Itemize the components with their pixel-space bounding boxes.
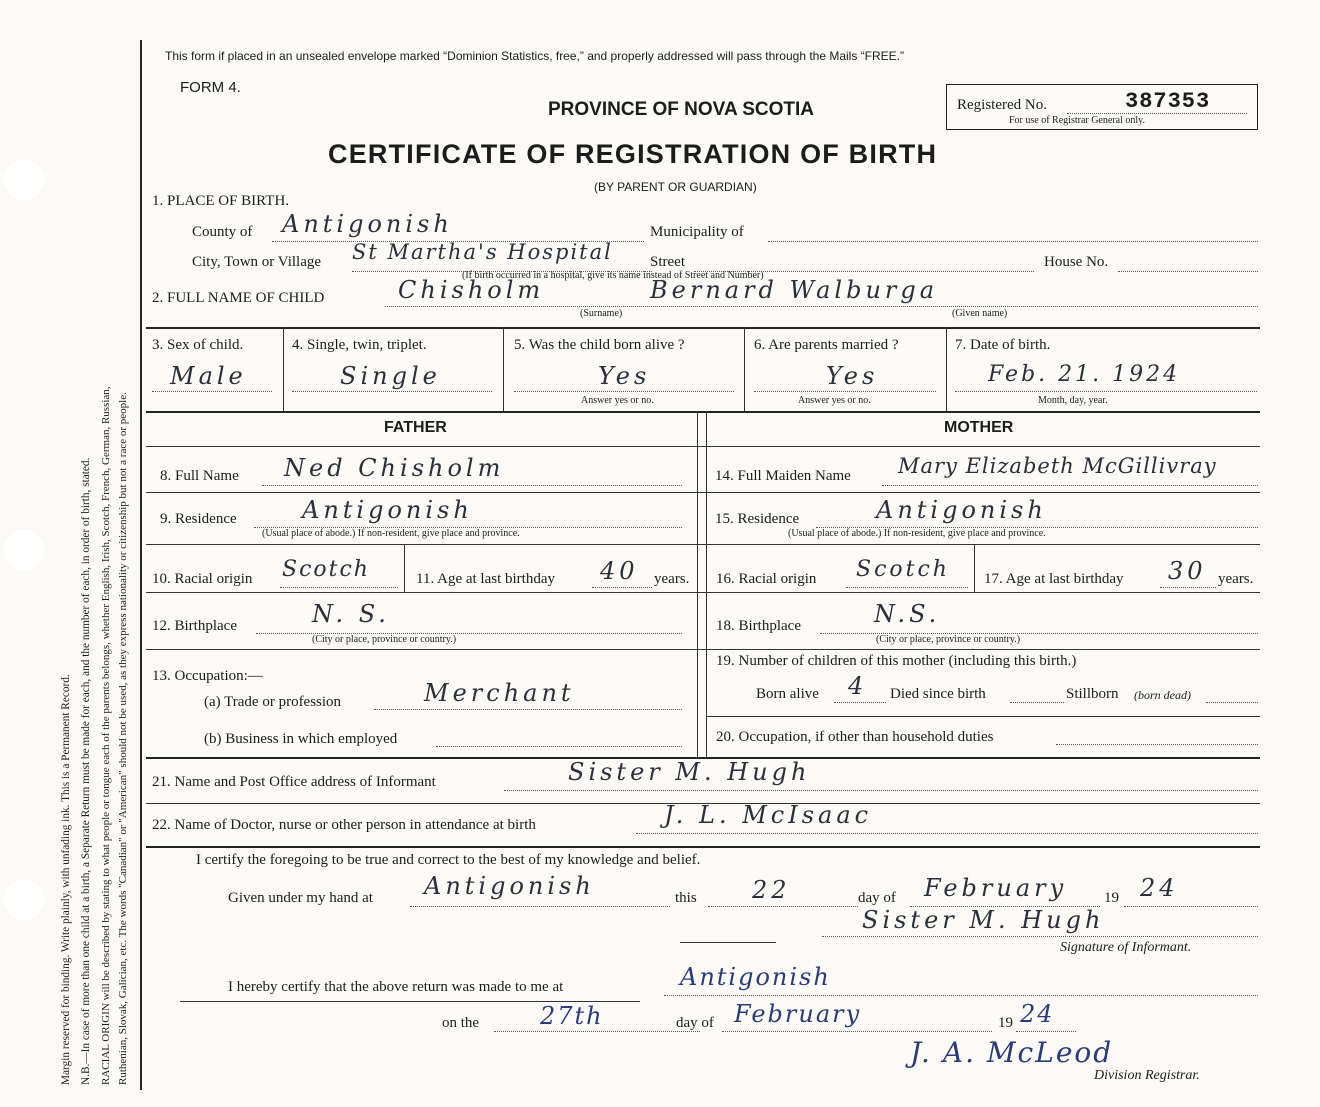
father-birthplace-note: (City or place, province or country.) bbox=[312, 634, 457, 645]
date-of-birth-label: 7. Date of birth. bbox=[955, 337, 1051, 353]
died-since-birth-label: Died since birth bbox=[890, 686, 986, 702]
street-label: Street bbox=[650, 254, 685, 270]
plurality-label: 4. Single, twin, triplet. bbox=[292, 337, 427, 353]
date-of-birth-note: Month, day, year. bbox=[1038, 395, 1108, 406]
punch-hole bbox=[4, 880, 44, 920]
margin-note: Ruthenian, Slovak, Galician, etc. The words "Canadian" or "American" should not be used, as they express nationality or citizenship but not a race or people. bbox=[117, 392, 129, 1085]
born-alive-count-value: 4 bbox=[848, 672, 868, 700]
page-subtitle: (BY PARENT OR GUARDIAN) bbox=[594, 180, 757, 194]
mother-residence-note: (Usual place of abode.) If non-resident, give place and province. bbox=[788, 528, 1046, 539]
date-of-birth-value: Feb. 21. 1924 bbox=[988, 362, 1181, 387]
certification-statement: I certify the foregoing to be true and correct to the best of my knowledge and belief. bbox=[196, 852, 701, 868]
city-value: St Martha's Hospital bbox=[352, 240, 613, 264]
registrar-signature-caption: Division Registrar. bbox=[1094, 1068, 1200, 1083]
page-title: CERTIFICATE OF REGISTRATION OF BIRTH bbox=[328, 139, 938, 169]
county-value: Antigonish bbox=[282, 210, 453, 238]
stillborn-label: Stillborn bbox=[1066, 686, 1119, 702]
street-note: (If birth occurred in a hospital, give its name instead of Street and Number) bbox=[462, 270, 764, 281]
mother-racial-label: 16. Racial origin bbox=[716, 571, 817, 587]
punch-hole bbox=[4, 160, 44, 200]
certification-month: February bbox=[924, 874, 1068, 902]
father-business-label: (b) Business in which employed bbox=[204, 731, 398, 747]
this-label: this bbox=[675, 890, 697, 906]
father-racial-label: 10. Racial origin bbox=[152, 571, 253, 587]
margin-border bbox=[140, 40, 142, 1090]
given-under-hand-label: Given under my hand at bbox=[228, 890, 373, 906]
province-heading: PROVINCE OF NOVA SCOTIA bbox=[548, 99, 815, 120]
mother-residence-label: 15. Residence bbox=[715, 511, 800, 527]
father-occupation-label: 13. Occupation:— bbox=[152, 668, 263, 684]
mother-birthplace-label: 18. Birthplace bbox=[716, 618, 801, 634]
registrar-year: 24 bbox=[1020, 1000, 1055, 1028]
sex-label: 3. Sex of child. bbox=[152, 337, 244, 353]
punch-hole bbox=[4, 530, 44, 570]
father-age-value: 40 bbox=[600, 557, 639, 585]
father-age-label: 11. Age at last birthday bbox=[416, 571, 555, 587]
parents-married-note: Answer yes or no. bbox=[798, 395, 871, 406]
registrar-month: February bbox=[734, 1000, 862, 1028]
certification-day: 22 bbox=[752, 876, 791, 904]
mother-name-value: Mary Elizabeth McGillivray bbox=[898, 454, 1217, 478]
mother-heading: MOTHER bbox=[944, 419, 1014, 436]
margin-note: Margin reserved for binding. Write plainly, with unfading ink. This is a Permanent Record. bbox=[60, 674, 72, 1085]
informant-label: 21. Name and Post Office address of Informant bbox=[152, 774, 436, 790]
mother-age-value: 30 bbox=[1168, 557, 1207, 585]
father-residence-label: 9. Residence bbox=[160, 511, 237, 527]
mother-birthplace-note: (City or place, province or country.) bbox=[876, 634, 1021, 645]
municipality-label: Municipality of bbox=[650, 224, 744, 240]
father-trade-value: Merchant bbox=[424, 679, 575, 707]
mother-children-label: 19. Number of children of this mother (including this birth.) bbox=[716, 653, 1077, 669]
informant-signature-caption: Signature of Informant. bbox=[1060, 940, 1192, 955]
informant-value: Sister M. Hugh bbox=[568, 758, 811, 786]
father-trade-label: (a) Trade or profession bbox=[204, 694, 342, 710]
born-alive-count-label: Born alive bbox=[756, 686, 819, 702]
on-the-label: on the bbox=[442, 1015, 480, 1031]
registered-box bbox=[946, 84, 1258, 130]
day-of-label: day of bbox=[858, 890, 896, 906]
father-racial-value: Scotch bbox=[282, 557, 370, 582]
child-name-label: 2. FULL NAME OF CHILD bbox=[152, 290, 325, 306]
county-label: County of bbox=[192, 224, 253, 240]
given-place-value: Antigonish bbox=[424, 872, 595, 900]
stillborn-note: (born dead) bbox=[1134, 688, 1191, 702]
parents-married-value: Yes bbox=[826, 362, 879, 390]
born-alive-label: 5. Was the child born alive ? bbox=[514, 337, 685, 353]
margin-note: RACIAL ORIGIN will be described by stating to what people or tongue each of the parents belongs, whether English, Irish, Scotch, French, German, Russian, bbox=[100, 386, 112, 1085]
mother-residence-value: Antigonish bbox=[876, 496, 1047, 524]
surname-caption: (Surname) bbox=[580, 308, 623, 319]
given-name-caption: (Given name) bbox=[952, 308, 1008, 319]
registered-label: Registered No. bbox=[957, 97, 1047, 113]
father-birthplace-label: 12. Birthplace bbox=[152, 618, 237, 634]
doctor-value: J. L. McIsaac bbox=[664, 801, 873, 829]
informant-signature: Sister M. Hugh bbox=[862, 906, 1105, 934]
registrar-note: For use of Registrar General only. bbox=[1009, 115, 1145, 126]
parents-married-label: 6. Are parents married ? bbox=[754, 337, 899, 353]
registrar-day-of-label: day of bbox=[676, 1015, 714, 1031]
father-name-label: 8. Full Name bbox=[160, 468, 239, 484]
born-alive-value: Yes bbox=[598, 362, 651, 390]
registrar-statement: I hereby certify that the above return was made to me at bbox=[228, 979, 564, 995]
margin-note: N.B.—In case of more than one child at a birth, a Separate Return must be made for each, and the number of each, in order of birth, stated. bbox=[80, 457, 92, 1085]
form-number: FORM 4. bbox=[180, 79, 241, 96]
child-given-name: Bernard Walburga bbox=[650, 276, 939, 304]
certification-year: 24 bbox=[1140, 874, 1179, 902]
child-surname: Chisholm bbox=[398, 276, 545, 304]
registered-number: 387353 bbox=[1125, 89, 1211, 114]
registrar-day: 27th bbox=[540, 1002, 604, 1030]
year-prefix: 19 bbox=[1104, 890, 1119, 906]
mother-racial-value: Scotch bbox=[856, 557, 950, 582]
sex-value: Male bbox=[170, 362, 247, 390]
house-number-label: House No. bbox=[1044, 254, 1109, 270]
father-age-unit: years. bbox=[654, 571, 690, 587]
father-birthplace-value: N. S. bbox=[312, 600, 390, 628]
mother-age-unit: years. bbox=[1218, 571, 1254, 587]
place-of-birth-heading: 1. PLACE OF BIRTH. bbox=[152, 193, 290, 209]
father-residence-note: (Usual place of abode.) If non-resident, give place and province. bbox=[262, 528, 520, 539]
mother-age-label: 17. Age at last birthday bbox=[984, 571, 1124, 587]
plurality-value: Single bbox=[340, 362, 441, 390]
father-residence-value: Antigonish bbox=[302, 496, 473, 524]
father-heading: FATHER bbox=[384, 419, 447, 436]
registrar-signature: J. A. McLeod bbox=[910, 1036, 1114, 1069]
city-label: City, Town or Village bbox=[192, 254, 322, 270]
born-alive-note: Answer yes or no. bbox=[581, 395, 654, 406]
mother-occupation-label: 20. Occupation, if other than household duties bbox=[716, 729, 994, 745]
registrar-year-prefix: 19 bbox=[998, 1015, 1013, 1031]
father-name-value: Ned Chisholm bbox=[284, 454, 505, 482]
mail-notice: This form if placed in an unsealed envelope marked “Dominion Statistics, free,” and properly addressed will pass through the Mails “FREE.” bbox=[165, 49, 905, 63]
mother-name-label: 14. Full Maiden Name bbox=[715, 468, 851, 484]
mother-birthplace-value: N.S. bbox=[874, 600, 941, 628]
registrar-place: Antigonish bbox=[680, 963, 831, 991]
doctor-label: 22. Name of Doctor, nurse or other person in attendance at birth bbox=[152, 817, 536, 833]
